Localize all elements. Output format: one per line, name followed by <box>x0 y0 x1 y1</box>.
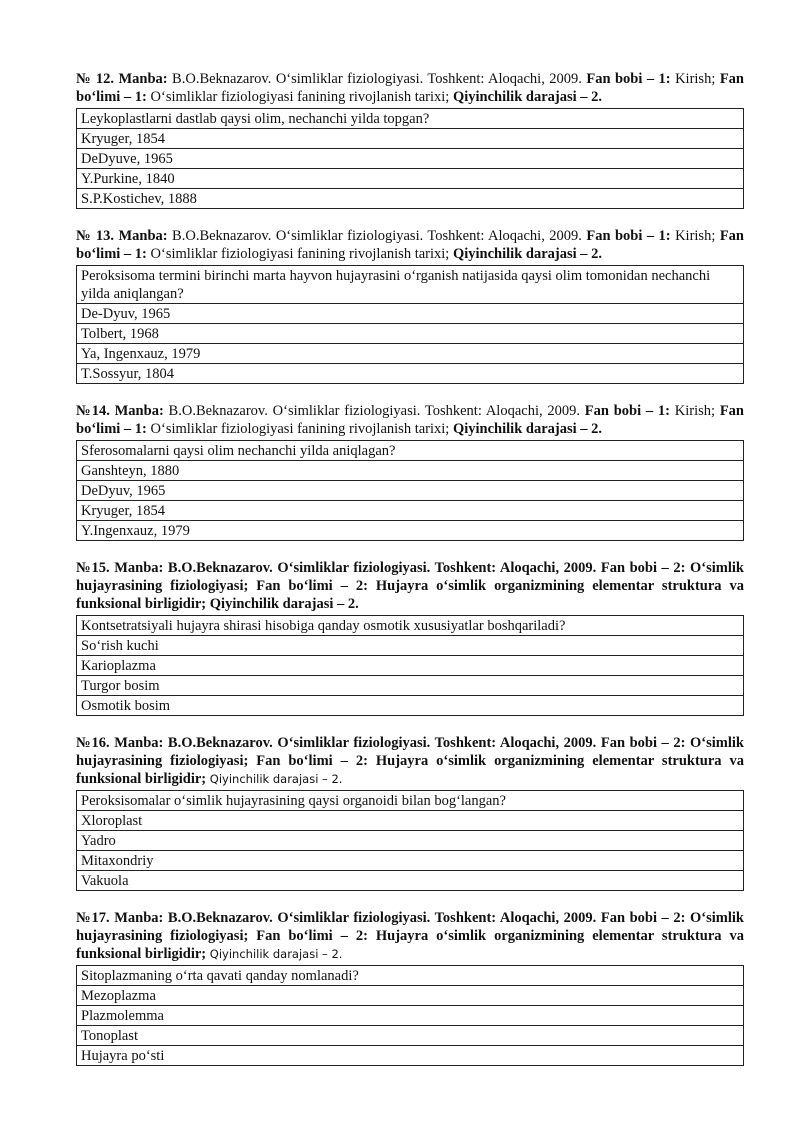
question-table <box>76 615 744 716</box>
answer-option: Plazmolemma <box>77 1006 744 1026</box>
question-header: № 12. Manba: B.O.Beknazarov. O‘simliklar fiziologiyasi. Toshkent: Aloqachi, 2009. Fan bobi – 1: Kirish; Fan bo‘limi – 1: O‘simliklar fiziologiyasi fanining rivojlanish tarixi; Qiyinchilik darajasi – 2. <box>76 71 744 105</box>
answer-option: Turgor bosim <box>77 676 744 696</box>
answer-option: Ganshteyn, 1880 <box>77 461 744 481</box>
answer-option: Mitaxondriy <box>77 851 744 871</box>
question-block-12 <box>76 70 744 209</box>
question-block-16 <box>76 734 744 891</box>
answer-option: Xloroplast <box>77 811 744 831</box>
answer-option: Tonoplast <box>77 1026 744 1046</box>
answer-option: Kryuger, 1854 <box>77 501 744 521</box>
answer-option: Y.Ingenxauz, 1979 <box>77 521 744 541</box>
question-text: Peroksisomalar o‘simlik hujayrasining qaysi organoidi bilan bog‘langan? <box>77 791 744 811</box>
question-header: №14. Manba: B.O.Beknazarov. O‘simliklar fiziologiyasi. Toshkent: Aloqachi, 2009. Fan bobi – 1: Kirish; Fan bo‘limi – 1: O‘simliklar fiziologiyasi fanining rivojlanish tarixi; Qiyinchilik darajasi – 2. <box>76 403 744 437</box>
question-text: Peroksisoma termini birinchi marta hayvon hujayrasini o‘rganish natijasida qaysi olim tomonidan nechanchi yilda aniqlangan? <box>77 266 744 304</box>
question-header: №16. Manba: B.O.Beknazarov. O‘simliklar fiziologiyasi. Toshkent: Aloqachi, 2009. Fan bobi – 2: O‘simlik hujayrasining fiziologiyasi; Fan bo‘limi – 2: Hujayra o‘simlik organizmining elementar struktura va funksional birligidir; Qiyinchilik darajasi – 2. <box>76 735 744 787</box>
question-table <box>76 108 744 209</box>
question-block-17 <box>76 909 744 1066</box>
question-table <box>76 790 744 891</box>
answer-option: DeDyuv, 1965 <box>77 481 744 501</box>
answer-option: De-Dyuv, 1965 <box>77 304 744 324</box>
answer-option: T.Sossyur, 1804 <box>77 364 744 384</box>
answer-option: Tolbert, 1968 <box>77 324 744 344</box>
question-header: № 13. Manba: B.O.Beknazarov. O‘simliklar fiziologiyasi. Toshkent: Aloqachi, 2009. Fan bobi – 1: Kirish; Fan bo‘limi – 1: O‘simliklar fiziologiyasi fanining rivojlanish tarixi; Qiyinchilik darajasi – 2. <box>76 228 744 262</box>
answer-option: S.P.Kostichev, 1888 <box>77 189 744 209</box>
answer-option: Kryuger, 1854 <box>77 129 744 149</box>
question-text: Kontsetratsiyali hujayra shirasi hisobiga qanday osmotik xususiyatlar boshqariladi? <box>77 616 744 636</box>
question-table <box>76 265 744 384</box>
answer-option: Ya, Ingenxauz, 1979 <box>77 344 744 364</box>
question-block-14 <box>76 402 744 541</box>
answer-option: Yadro <box>77 831 744 851</box>
question-block-15 <box>76 559 744 716</box>
question-table <box>76 440 744 541</box>
answer-option: So‘rish kuchi <box>77 636 744 656</box>
question-table <box>76 965 744 1066</box>
question-text: Leykoplastlarni dastlab qaysi olim, nechanchi yilda topgan? <box>77 109 744 129</box>
question-header: №15. Manba: B.O.Beknazarov. O‘simliklar fiziologiyasi. Toshkent: Aloqachi, 2009. Fan bobi – 2: O‘simlik hujayrasining fiziologiyasi; Fan bo‘limi – 2: Hujayra o‘simlik organizmining elementar struktura va funksional birligidir; Qiyinchilik darajasi – 2. <box>76 560 744 612</box>
answer-option: DeDyuve, 1965 <box>77 149 744 169</box>
answer-option: Karioplazma <box>77 656 744 676</box>
question-header: №17. Manba: B.O.Beknazarov. O‘simliklar fiziologiyasi. Toshkent: Aloqachi, 2009. Fan bobi – 2: O‘simlik hujayrasining fiziologiyasi; Fan bo‘limi – 2: Hujayra o‘simlik organizmining elementar struktura va funksional birligidir; Qiyinchilik darajasi – 2. <box>76 910 744 962</box>
answer-option: Hujayra po‘sti <box>77 1046 744 1066</box>
question-text: Sitoplazmaning o‘rta qavati qanday nomlanadi? <box>77 966 744 986</box>
answer-option: Vakuola <box>77 871 744 891</box>
question-block-13 <box>76 227 744 384</box>
answer-option: Y.Purkine, 1840 <box>77 169 744 189</box>
document-page <box>76 70 744 1084</box>
answer-option: Osmotik bosim <box>77 696 744 716</box>
question-text: Sferosomalarni qaysi olim nechanchi yilda aniqlagan? <box>77 441 744 461</box>
answer-option: Mezoplazma <box>77 986 744 1006</box>
